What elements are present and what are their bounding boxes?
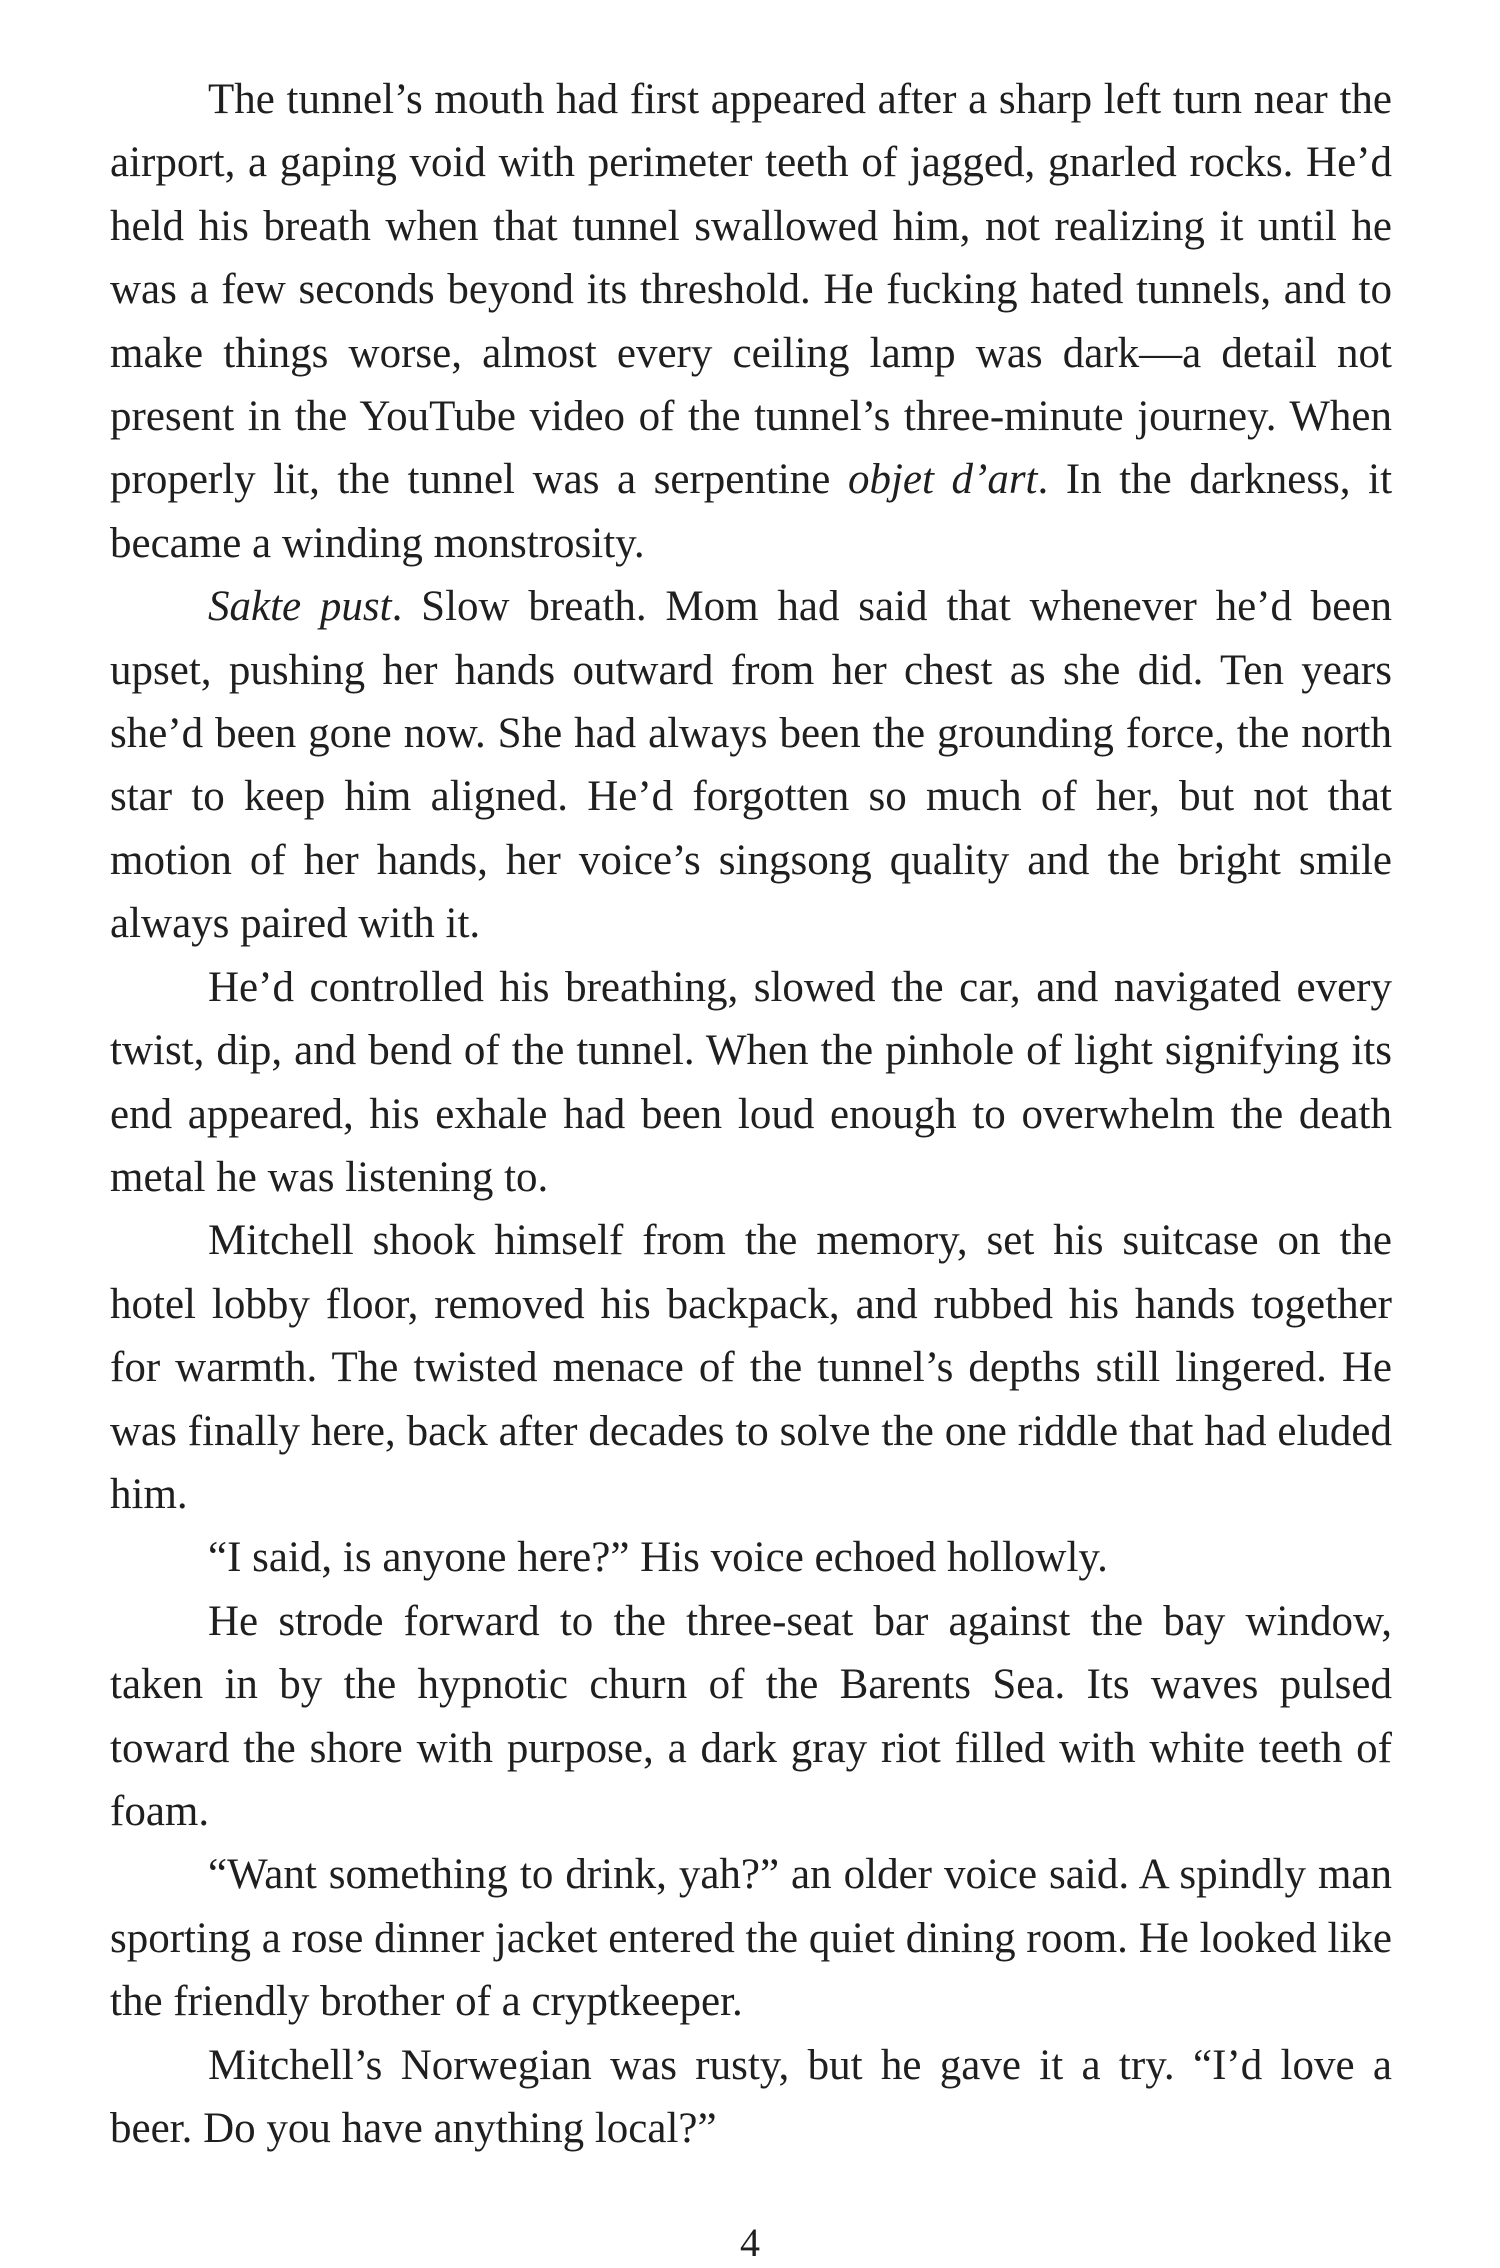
- page-body: [110, 68, 1392, 2160]
- paragraph-1-text-1: The tunnel’s mouth had first appeared after a sharp left turn near the airport, a gaping void with perimeter teeth of jagged, gnarled rocks. He’d held his breath when that tunnel swallowed him, not realizing it until he was a few seconds beyond its threshold. He fucking hated tunnels, and to make things worse, almost every ceiling lamp was dark—a detail not present in the YouTube video of the tunnel’s three-minute journey. When properly lit, the tunnel was a serpentine: [110, 76, 1392, 504]
- paragraph-5-text: “I said, is anyone here?” His voice echoed hollowly.: [208, 1534, 1108, 1582]
- paragraph-8: [110, 2034, 1392, 2161]
- paragraph-6-text: He strode forward to the three-seat bar against the bay window, taken in by the hypnotic churn of the Barents Sea. Its waves pulsed toward the shore with purpose, a dark gray riot filled with white teeth of foam.: [110, 1597, 1392, 1835]
- paragraph-3-text: He’d controlled his breathing, slowed the car, and navigated every twist, dip, and bend of the tunnel. When the pinhole of light signifying its end appeared, his exhale had been loud enough to overwhelm the death metal he was listening to.: [110, 963, 1392, 1201]
- paragraph-1-text-2: . In the darkness, it became a winding monstrosity.: [110, 456, 1393, 567]
- paragraph-2: [110, 575, 1392, 955]
- paragraph-5: [110, 1526, 1392, 1589]
- paragraph-1: [110, 68, 1392, 575]
- paragraph-7: [110, 1843, 1392, 2033]
- paragraph-2-italic-phrase: Sakte pust: [208, 583, 392, 631]
- paragraph-6: [110, 1590, 1392, 1844]
- paragraph-2-text: . Slow breath. Mom had said that whenever he’d been upset, pushing her hands outward from her chest as she did. Ten years she’d been gone now. She had always been the grounding force, the north star to keep him aligned. He’d forgotten so much of her, but not that motion of her hands, her voice’s singsong quality and the bright smile always paired with it.: [110, 583, 1392, 948]
- paragraph-8-text: Mitchell’s Norwegian was rusty, but he gave it a try. “I’d love a beer. Do you have anything local?”: [110, 2041, 1392, 2152]
- paragraph-3: [110, 956, 1392, 1210]
- page-number: 4: [740, 2220, 760, 2265]
- paragraph-1-italic-phrase: objet d’art: [847, 456, 1038, 504]
- paragraph-7-text: “Want something to drink, yah?” an older voice said. A spindly man sporting a rose dinner jacket entered the quiet dining room. He looked like the friendly brother of a cryptkeeper.: [110, 1851, 1392, 2026]
- paragraph-4: [110, 1209, 1392, 1526]
- paragraph-4-text: Mitchell shook himself from the memory, set his suitcase on the hotel lobby floor, removed his backpack, and rubbed his hands together for warmth. The twisted menace of the tunnel’s depths still lingered. He was finally here, back after decades to solve the one riddle that had eluded him.: [110, 1217, 1392, 1518]
